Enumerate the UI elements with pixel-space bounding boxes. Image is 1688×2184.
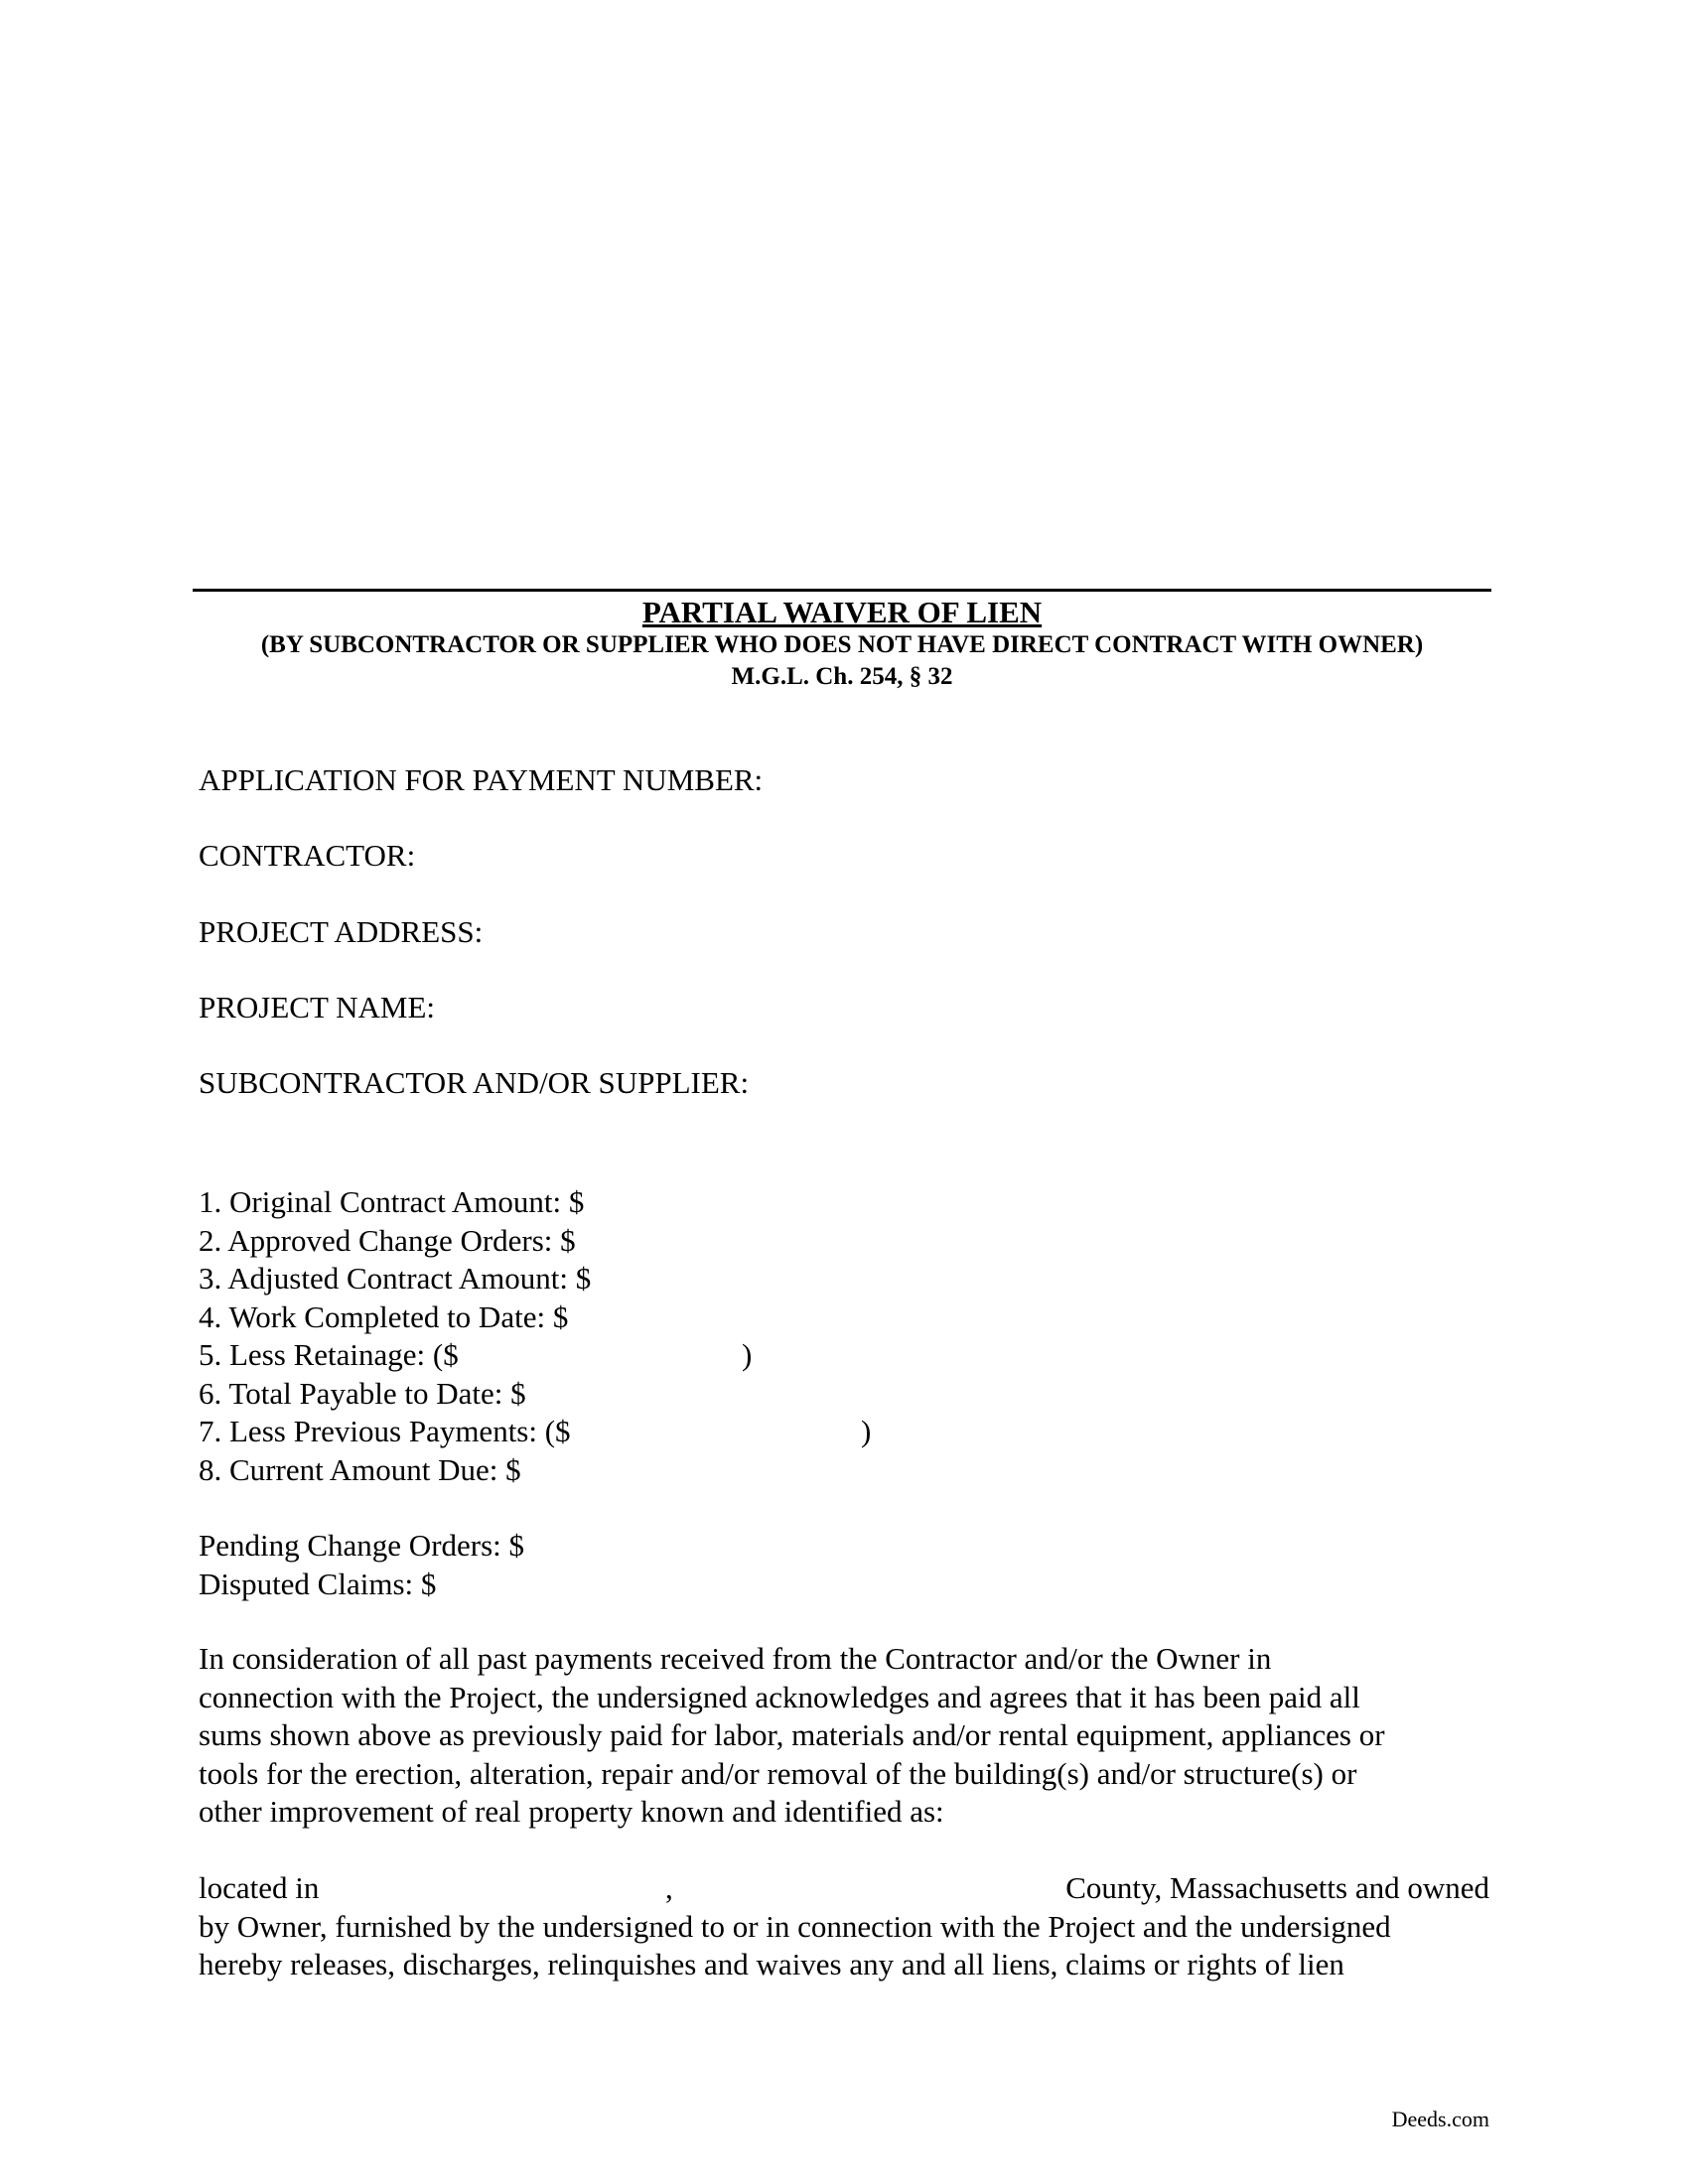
paragraph-line: by Owner, furnished by the undersigned to or in connection with the Project and the undersigned [199,1908,1391,1944]
amount-label: 4. Work Completed to Date: $ [199,1298,569,1334]
paragraph-line: connection with the Project, the undersigned acknowledges and agrees that it has been paid all [199,1679,1360,1714]
located-in-text: located in [199,1870,320,1905]
paragraph-line: sums shown above as previously paid for labor, materials and/or rental equipment, appliances or [199,1717,1385,1752]
statute-reference: M.G.L. Ch. 254, § 32 [731,663,953,690]
project-address-label: PROJECT ADDRESS: [199,914,484,949]
contractor-label: CONTRACTOR: [199,838,416,873]
amount-label: 7. Less Previous Payments: ($ [199,1414,571,1448]
county-text: County, Massachusetts and owned [1065,1870,1489,1905]
document-title: PARTIAL WAIVER OF LIEN [641,595,1043,629]
close-paren: ) [861,1414,872,1448]
paragraph-line: tools for the erection, alteration, repair and/or removal of the building(s) and/or structure(s) or [199,1755,1357,1791]
amount-line-original [199,1183,1291,1222]
paragraph-line: In consideration of all past payments received from the Contractor and/or the Owner in [199,1641,1272,1676]
location-line [199,1869,1489,1908]
disputed-claims: Disputed Claims: $ [199,1567,437,1601]
application-number-label: APPLICATION FOR PAYMENT NUMBER: [199,762,764,797]
header-rule [193,589,1491,592]
consideration-paragraph [199,1640,1489,1832]
amount-label: 6. Total Payable to Date: $ [199,1375,526,1411]
paragraph-line: other improvement of real property known and identified as: [199,1794,944,1829]
amounts-list [199,1183,1291,1489]
amount-label: 8. Current Amount Due: $ [199,1451,521,1487]
amount-line-previous-payments [199,1413,1291,1451]
amount-line-retainage [199,1336,1291,1375]
amount-line-change-orders [199,1222,1291,1261]
amount-line-current-due [199,1451,1291,1490]
pending-section [199,1526,524,1603]
amount-label: 5. Less Retainage: ($ [199,1337,459,1372]
amount-label: 2. Approved Change Orders: $ [199,1222,576,1258]
amount-line-work-completed [199,1298,1291,1337]
amount-line-total-payable [199,1375,1291,1414]
amount-label: 3. Adjusted Contract Amount: $ [199,1261,592,1296]
document-subtitle: (BY SUBCONTRACTOR OR SUPPLIER WHO DOES NOT HAVE DIRECT CONTRACT WITH OWNER) [260,631,1424,658]
paragraph-line: hereby releases, discharges, relinquishes and waives any and all liens, claims or rights of lien [199,1947,1344,1981]
location-comma: , [665,1870,673,1905]
footer-brand: Deeds.com [1391,2107,1489,2131]
close-paren: ) [742,1337,753,1372]
subcontractor-supplier-label: SUBCONTRACTOR AND/OR SUPPLIER: [199,1065,750,1100]
pending-change-orders: Pending Change Orders: $ [199,1528,525,1563]
amount-label: 1. Original Contract Amount: $ [199,1184,585,1219]
amount-line-adjusted [199,1260,1291,1298]
location-paragraph [199,1869,1489,1984]
document-header [193,596,1491,694]
project-name-label: PROJECT NAME: [199,990,435,1024]
